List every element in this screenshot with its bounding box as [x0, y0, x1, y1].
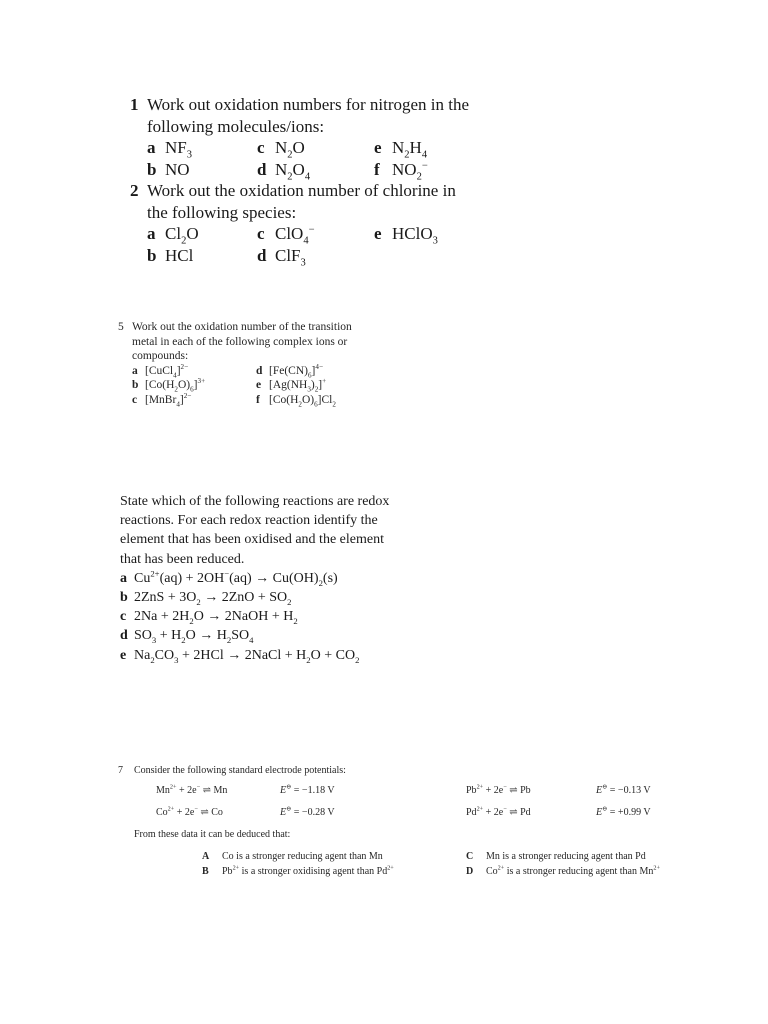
answer-row — [132, 378, 352, 393]
question-deduce: From these data it can be deduced that: — [134, 829, 291, 840]
electrode-potential: E⊖ = +0.99 V — [596, 805, 651, 818]
electrode-potential: E⊖ = −1.18 V — [280, 783, 335, 796]
question-2-line-2: the following species: — [147, 202, 297, 222]
answer-grid — [130, 223, 469, 266]
question-1-line-2: following molecules/ions: — [147, 116, 325, 136]
answer-option: a [CuCl$_4$]$^{2-}$ — [132, 362, 189, 379]
question-block-redox — [120, 492, 389, 665]
answer-option: f $NO_2^-$ — [374, 159, 428, 182]
question-5-line-3: compounds: — [132, 350, 189, 362]
answer-row — [132, 364, 352, 379]
question-2-line-1 — [130, 180, 469, 202]
answer-option: d $[Fe(CN)_6]^{4-}$ — [256, 362, 323, 379]
answer-row — [147, 223, 469, 245]
option-a: A Co is a stronger reducing agent than Mn — [202, 851, 383, 862]
answer-option: c ClO$_4$− — [257, 224, 315, 247]
answer-row — [147, 245, 469, 267]
half-equation: $Mn^{2+} + 2e^-$ ⇌ Mn — [156, 783, 228, 796]
answer-option: c $N_2O$ — [257, 138, 305, 161]
answer-grid — [130, 137, 469, 180]
electrode-potential: E⊖ = −0.28 V — [280, 805, 335, 818]
question-text-line: reactions. For each redox reaction identify the — [120, 513, 378, 529]
option-b: B $Pb^{2+}$ is a stronger oxidising agent than $Pd^{2+}$ — [202, 864, 394, 877]
answer-option: d $N_2O_4$ — [257, 159, 311, 182]
answer-option: b $[Co(H_2O)_6]^{3+}$ — [132, 377, 206, 394]
answer-row — [132, 393, 352, 408]
answer-option: e $N_2H_4$ — [374, 138, 428, 161]
answer-option: f $[Co(H_2O)_6]Cl_2$ — [256, 393, 336, 408]
question-1-line-1 — [130, 94, 469, 116]
answer-option: a $NF_3$ — [147, 138, 192, 161]
answer-option: e HClO$_3$ — [374, 224, 438, 247]
reaction-item: b $2ZnS + 3O_2 \to 2ZnO + SO_2$ — [120, 590, 292, 607]
question-text-line: State which of the following reactions are redox — [120, 494, 390, 509]
answer-option: b HCl — [147, 245, 194, 265]
answer-option: a $Cl_2O$ — [147, 224, 199, 247]
question-block-1-2 — [130, 94, 469, 266]
half-equation: $Co^{2+} + 2e^-$ ⇌ Co — [156, 805, 223, 818]
question-5-line-2: metal in each of the following complex ions or — [132, 335, 348, 348]
option-c: C Mn is a stronger reducing agent than Pd — [466, 851, 646, 862]
half-equation: $Pd^{2+} + 2e^-$ ⇌ Pd — [466, 805, 531, 818]
question-5-line-1 — [118, 320, 352, 335]
question-text: Work out oxidation numbers for nitrogen in the — [147, 95, 470, 114]
reaction-item: a $Cu^{2+}(aq) + 2OH^-(aq) \to Cu(OH)_2(s)$ — [120, 568, 338, 588]
reaction-item: e $Na_2CO_3 + 2HCl$ → 2NaCl + $H_2O + CO_2$ — [120, 647, 360, 665]
answer-row — [147, 137, 469, 159]
question-number: 7 — [118, 765, 123, 776]
question-number: 1 — [130, 95, 139, 114]
question-text: Work out the oxidation number of the transition — [132, 321, 352, 333]
electrode-potential: E⊖ = −0.13 V — [596, 783, 651, 796]
reaction-item: c $2Na + 2H_2O$ → 2NaOH + $H_2$ — [120, 609, 298, 627]
question-number: 5 — [118, 321, 124, 333]
question-text: Work out the oxidation number of chlorine in — [147, 181, 456, 200]
answer-option: d ClF$_3$ — [257, 245, 306, 268]
question-text-line: element that has been oxidised and the element — [120, 532, 384, 548]
question-text-line: that has been reduced. — [120, 551, 245, 567]
answer-grid — [118, 364, 352, 408]
question-number: 2 — [130, 181, 139, 200]
answer-row — [147, 159, 469, 181]
half-equation: $Pb^{2+} + 2e^-$ ⇌ Pb — [466, 783, 531, 796]
question-block-7 — [118, 764, 718, 884]
reaction-item: d $SO_3 + H_2O \to H_2SO_4$ — [120, 628, 254, 646]
question-block-5 — [118, 320, 352, 407]
question-intro: Consider the following standard electrode potentials: — [134, 765, 346, 776]
option-d: D $Co^{2+}$ is a stronger reducing agent than $Mn^{2+}$ — [466, 864, 660, 877]
answer-option: b NO — [147, 159, 190, 179]
answer-option: e $[Ag(NH_3)_2]^+$ — [256, 377, 327, 394]
answer-option: c [MnBr$_4$]$^{2-}$ — [132, 391, 192, 408]
